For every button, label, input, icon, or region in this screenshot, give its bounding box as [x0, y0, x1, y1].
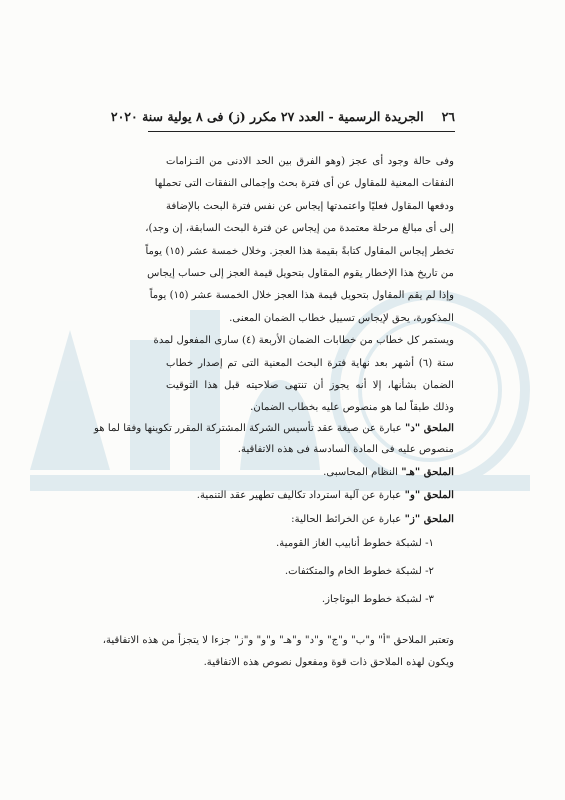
annex-d-text: عبارة عن صيغة عقد تأسيس الشركة المشتركة المقرر تكوينها وفقا لما هو [93, 423, 402, 434]
text-line: الضمان بشأنها، إلا أنه يجوز أن تنتهى صلاحيته قبل هذا التوقيت [166, 379, 454, 391]
text-line: وإذا لم يقم المقاول بتحويل قيمة هذا العجز خلال الخمسة عشر (١٥) يوماً [149, 290, 454, 302]
page-header [110, 106, 455, 126]
text-line: ويكون لهذه الملاحق ذات قوة ومفعول نصوص هذه الاتفاقية. [203, 657, 454, 668]
annex-g-label: الملحق "ز" [404, 513, 454, 525]
header-title: الجريدة الرسمية - العدد ٢٧ مكرر (ز) فى ٨ يولية سنة ٢٠٢٠ [110, 108, 424, 124]
annex-d-line: منصوص عليه فى المادة السادسة فى هذه الاتفاقية. [237, 444, 454, 455]
text-line: من تاريخ هذا الإخطار يقوم المقاول بتحويل قيمة العجز إلى حساب إيجاس [147, 267, 454, 279]
annex-g-text: عبارة عن الخرائط الحالية: [291, 514, 402, 525]
list-item: ٢- لشبكة خطوط الخام والمتكثفات. [284, 566, 434, 577]
body-text [145, 151, 454, 420]
annex-d-line [93, 417, 454, 439]
text-line: وفى حالة وجود أى عجز (وهو الفرق بين الحد الادنى من التـزامات [166, 156, 454, 167]
header-divider [148, 131, 455, 132]
list-item: ١- لشبكة خطوط أنابيب الغاز القومية. [276, 538, 434, 549]
annex-d [93, 417, 454, 461]
text-line: وذلك طبقاً لما هو منصوص عليه بخطاب الضمان. [250, 402, 454, 414]
text-line: النفقات المعنية للمقاول عن أى فترة بحث وإجمالى النفقات التى تحملها [154, 178, 454, 190]
closing-paragraph [102, 630, 454, 674]
page-number: ٢٦ [441, 108, 455, 124]
list-item: ٣- لشبكة خطوط البوتاجاز. [321, 594, 434, 605]
annex-e-text: النظام المحاسبى. [323, 467, 398, 478]
text-line: إلى أى مبالغ مرحلة معتمدة من إيجاس عن فترة البحث السابقة، إن وجد)، [145, 223, 454, 235]
text-line: ستة (٦) أشهر بعد نهاية فترة البحث المعنية التى تم إصدار خطاب [166, 357, 454, 369]
text-line: المذكورة، يحق لإيجاس تسييل خطاب الضمان المعنى. [229, 312, 454, 324]
text-line: وتعتبر الملاحق "أ" و"ب" و"ج" و"د" و"هـ" و"و" و"ز" جزءا لا يتجزأ من هذه الاتفاقية، [102, 635, 454, 646]
annex-f-label: الملحق "و" [404, 489, 454, 501]
annex-e-label: الملحق "هـ" [401, 466, 454, 478]
text-line: ويستمر كل خطاب من خطابات الضمان الأربعة (٤) سارى المفعول لمدة [153, 335, 454, 347]
text-line: تخطر إيجاس المقاول كتابةً بقيمة هذا العجز. وخلال خمسة عشر (١٥) يوماً [145, 245, 454, 257]
annex-f [112, 484, 454, 507]
annex-d-label: الملحق "د" [405, 422, 454, 434]
annex-f-text: عبارة عن آلية استرداد تكاليف تطهير عقد التنمية. [196, 490, 402, 501]
text-line: ودفعها المقاول فعليًا واعتمدتها إيجاس عن نفس فترة البحث بالإضافة [166, 200, 454, 212]
annex-e [112, 461, 454, 484]
annex-g [112, 508, 454, 531]
